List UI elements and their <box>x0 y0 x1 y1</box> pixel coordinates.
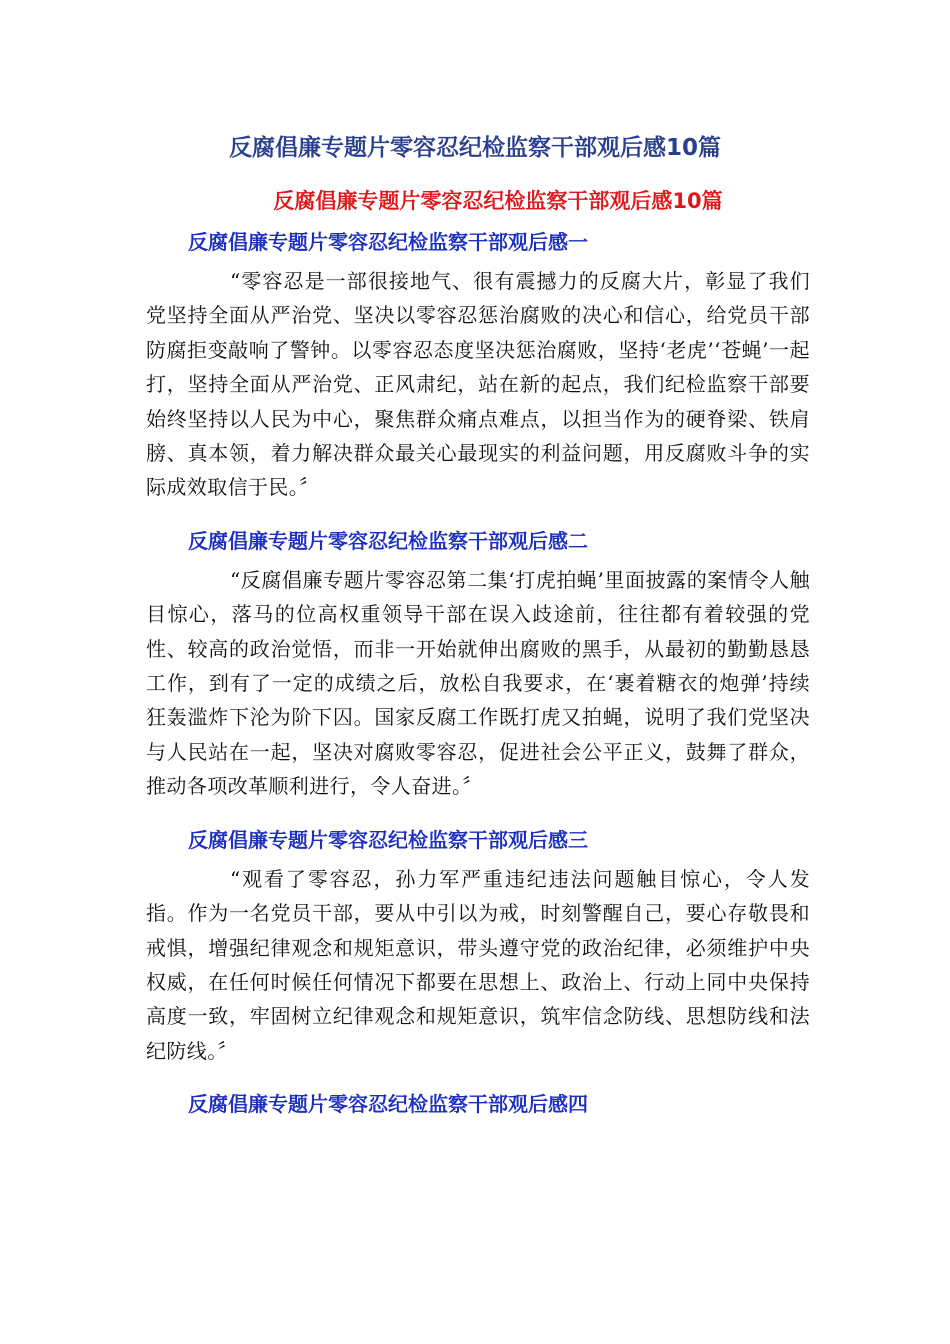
section-3 <box>146 824 810 1068</box>
section-body: “反腐倡廉专题片零容忍第二集‘打虎拍蝇’里面披露的案情令人触目惊心，落马的位高权重领导干部在误入歧途前，往往都有着较强的党性、较高的政治觉悟，而非一开始就伸出腐败的黑手，从最初的勤勤恳恳工作，到有了一定的成绩之后，放松自我要求，在‘裹着糖衣的炮弹’持续狂轰滥炸下沦为阶下囚。国家反腐工作既打虎又拍蝇，说明了我们党坚决与人民站在一起，坚决对腐败零容忍，促进社会公平正义，鼓舞了群众，推动各项改革顺利进行，令人奋进。〞 <box>146 567 810 799</box>
document-title: 反腐倡廉专题片零容忍纪检监察干部观后感10篇 <box>228 135 721 161</box>
section-heading: 反腐倡廉专题片零容忍纪检监察干部观后感二 <box>188 528 588 553</box>
section-1 <box>146 226 810 505</box>
section-body: “零容忍是一部很接地气、很有震撼力的反腐大片，彰显了我们党坚持全面从严治党、坚决以零容忍惩治腐败的决心和信心，给党员干部防腐拒变敲响了警钟。以零容忍态度坚决惩治腐败，坚持‘老虎’‘苍蝇’一起打，坚持全面从严治党、正风肃纪，站在新的起点，我们纪检监察干部要始终坚持以人民为中心，聚焦群众痛点难点，以担当作为的硬脊梁、铁肩膀、真本领，着力解决群众最关心最现实的利益问题，用反腐败斗争的实际成效取信于民。〞 <box>146 269 810 500</box>
document-subtitle: 反腐倡廉专题片零容忍纪检监察干部观后感10篇 <box>273 189 723 213</box>
section-heading: 反腐倡廉专题片零容忍纪检监察干部观后感一 <box>188 230 588 254</box>
section-4 <box>146 1088 810 1120</box>
section-body: “观看了零容忍，孙力军严重违纪违法问题触目惊心，令人发指。作为一名党员干部，要从中引以为戒，时刻警醒自己，要心存敬畏和戒惧，增强纪律观念和规矩意识，带头遵守党的政治纪律，必须维护中央权威，在任何时候任何情况下都要在思想上、政治上、行动上同中央保持高度一致，牢固树立纪律观念和规矩意识，筑牢信念防线、思想防线和法纪防线。〞 <box>146 866 810 1063</box>
section-heading: 反腐倡廉专题片零容忍纪检监察干部观后感三 <box>188 827 588 852</box>
section-heading: 反腐倡廉专题片零容忍纪检监察干部观后感四 <box>188 1092 588 1117</box>
document-content <box>146 226 810 1120</box>
section-2 <box>146 525 810 804</box>
